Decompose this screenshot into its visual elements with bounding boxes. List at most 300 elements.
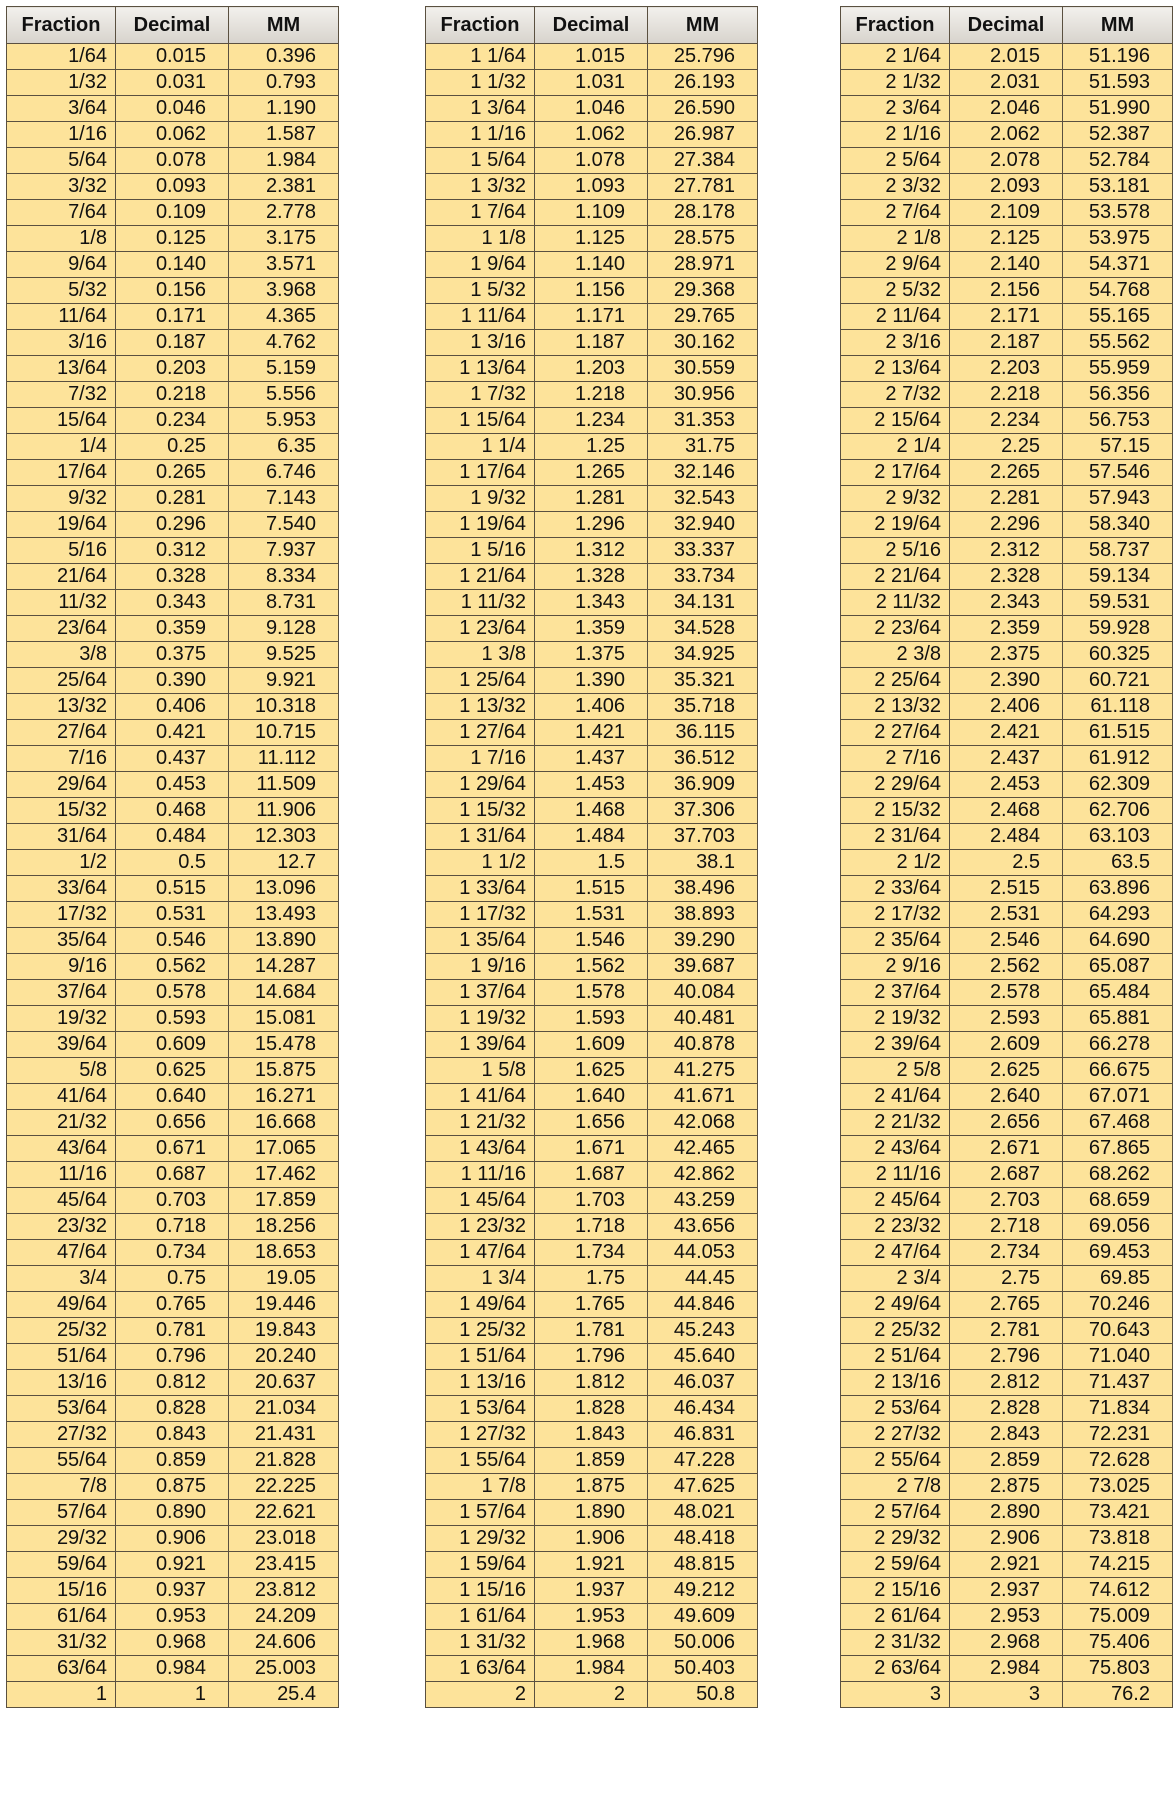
decimal-cell: 2.187 — [950, 330, 1063, 356]
mm-cell: 50.403 — [648, 1656, 758, 1682]
decimal-cell: 2.703 — [950, 1188, 1063, 1214]
mm-cell: 4.365 — [229, 304, 339, 330]
table-row — [426, 174, 758, 200]
table-row — [841, 902, 1173, 928]
mm-cell: 26.590 — [648, 96, 758, 122]
table-row — [426, 1682, 758, 1708]
decimal-cell: 1.578 — [535, 980, 648, 1006]
decimal-cell: 0.156 — [116, 278, 229, 304]
decimal-cell: 2.015 — [950, 44, 1063, 70]
fraction-cell: 1 25/32 — [426, 1318, 535, 1344]
decimal-cell: 1.515 — [535, 876, 648, 902]
fraction-header: Fraction — [7, 7, 116, 44]
decimal-cell: 0.671 — [116, 1136, 229, 1162]
table-row — [7, 434, 339, 460]
table-row — [841, 486, 1173, 512]
mm-cell: 48.815 — [648, 1552, 758, 1578]
mm-cell: 55.959 — [1063, 356, 1173, 382]
table-row — [7, 1682, 339, 1708]
decimal-cell: 2.578 — [950, 980, 1063, 1006]
table-row — [841, 408, 1173, 434]
decimal-cell: 2.828 — [950, 1396, 1063, 1422]
mm-cell: 28.971 — [648, 252, 758, 278]
mm-cell: 58.340 — [1063, 512, 1173, 538]
mm-cell: 72.231 — [1063, 1422, 1173, 1448]
fraction-cell: 1 31/32 — [426, 1630, 535, 1656]
table-row — [426, 1110, 758, 1136]
fraction-cell: 25/32 — [7, 1318, 116, 1344]
table-row — [426, 486, 758, 512]
decimal-cell: 0.281 — [116, 486, 229, 512]
fraction-cell: 2 21/32 — [841, 1110, 950, 1136]
decimal-cell: 2.468 — [950, 798, 1063, 824]
fraction-cell: 1 1/4 — [426, 434, 535, 460]
decimal-cell: 2.687 — [950, 1162, 1063, 1188]
decimal-cell: 0.140 — [116, 252, 229, 278]
table-row — [7, 1058, 339, 1084]
header-row — [841, 7, 1173, 44]
table-row — [841, 512, 1173, 538]
table-row — [426, 824, 758, 850]
fraction-cell: 2 57/64 — [841, 1500, 950, 1526]
fraction-cell: 1 5/8 — [426, 1058, 535, 1084]
fraction-cell: 1 3/64 — [426, 96, 535, 122]
table-row — [426, 70, 758, 96]
mm-cell: 42.068 — [648, 1110, 758, 1136]
mm-cell: 44.053 — [648, 1240, 758, 1266]
table-row — [841, 1318, 1173, 1344]
fraction-cell: 1 1/64 — [426, 44, 535, 70]
table-row — [7, 824, 339, 850]
mm-cell: 28.575 — [648, 226, 758, 252]
table-row — [841, 850, 1173, 876]
fraction-cell: 2 39/64 — [841, 1032, 950, 1058]
table-row — [7, 746, 339, 772]
table-row — [841, 798, 1173, 824]
decimal-cell: 1.453 — [535, 772, 648, 798]
table-row — [7, 850, 339, 876]
decimal-cell: 0.812 — [116, 1370, 229, 1396]
decimal-cell: 2.546 — [950, 928, 1063, 954]
fraction-cell: 1 11/32 — [426, 590, 535, 616]
table-row — [7, 512, 339, 538]
table-row — [7, 642, 339, 668]
mm-cell: 75.406 — [1063, 1630, 1173, 1656]
decimal-cell: 0.171 — [116, 304, 229, 330]
fraction-cell: 11/32 — [7, 590, 116, 616]
mm-cell: 61.118 — [1063, 694, 1173, 720]
fraction-cell: 1 29/32 — [426, 1526, 535, 1552]
fraction-cell: 47/64 — [7, 1240, 116, 1266]
fraction-cell: 2 13/64 — [841, 356, 950, 382]
mm-cell: 43.656 — [648, 1214, 758, 1240]
fraction-cell: 2 1/16 — [841, 122, 950, 148]
mm-cell: 63.896 — [1063, 876, 1173, 902]
table-row — [7, 1344, 339, 1370]
mm-cell: 29.368 — [648, 278, 758, 304]
decimal-cell: 1.906 — [535, 1526, 648, 1552]
mm-cell: 32.940 — [648, 512, 758, 538]
decimal-cell: 0.703 — [116, 1188, 229, 1214]
mm-cell: 9.525 — [229, 642, 339, 668]
fraction-cell: 2 41/64 — [841, 1084, 950, 1110]
mm-cell: 23.812 — [229, 1578, 339, 1604]
decimal-cell: 0.312 — [116, 538, 229, 564]
mm-cell: 48.021 — [648, 1500, 758, 1526]
decimal-cell: 2.437 — [950, 746, 1063, 772]
fraction-cell: 31/32 — [7, 1630, 116, 1656]
table-row — [426, 1058, 758, 1084]
table-row — [426, 44, 758, 70]
decimal-cell: 0.5 — [116, 850, 229, 876]
table-row — [426, 694, 758, 720]
mm-cell: 35.718 — [648, 694, 758, 720]
mm-cell: 56.356 — [1063, 382, 1173, 408]
decimal-cell: 0.359 — [116, 616, 229, 642]
fraction-cell: 1 11/64 — [426, 304, 535, 330]
mm-cell: 47.228 — [648, 1448, 758, 1474]
decimal-cell: 2.671 — [950, 1136, 1063, 1162]
mm-cell: 63.103 — [1063, 824, 1173, 850]
decimal-cell: 0.562 — [116, 954, 229, 980]
decimal-cell: 1.656 — [535, 1110, 648, 1136]
table-row — [426, 96, 758, 122]
fraction-cell: 53/64 — [7, 1396, 116, 1422]
decimal-cell: 2.765 — [950, 1292, 1063, 1318]
decimal-cell: 1.296 — [535, 512, 648, 538]
decimal-cell: 1.437 — [535, 746, 648, 772]
decimal-cell: 0.859 — [116, 1448, 229, 1474]
fraction-cell: 13/64 — [7, 356, 116, 382]
decimal-cell: 1.375 — [535, 642, 648, 668]
fraction-cell: 17/32 — [7, 902, 116, 928]
decimal-cell: 1.468 — [535, 798, 648, 824]
table-row — [426, 772, 758, 798]
table-row — [426, 1318, 758, 1344]
table-row — [7, 694, 339, 720]
mm-cell: 69.453 — [1063, 1240, 1173, 1266]
fraction-cell: 2 9/16 — [841, 954, 950, 980]
table-row — [7, 954, 339, 980]
fraction-cell: 1 27/64 — [426, 720, 535, 746]
mm-cell: 48.418 — [648, 1526, 758, 1552]
decimal-cell: 2 — [535, 1682, 648, 1708]
fraction-cell: 49/64 — [7, 1292, 116, 1318]
table-row — [7, 226, 339, 252]
decimal-cell: 0.109 — [116, 200, 229, 226]
decimal-cell: 2.953 — [950, 1604, 1063, 1630]
table-row — [841, 1240, 1173, 1266]
fraction-cell: 2 13/16 — [841, 1370, 950, 1396]
table-row — [841, 564, 1173, 590]
mm-cell: 30.162 — [648, 330, 758, 356]
decimal-cell: 2.156 — [950, 278, 1063, 304]
table-row — [426, 746, 758, 772]
decimal-cell: 1.859 — [535, 1448, 648, 1474]
table-row — [7, 928, 339, 954]
fraction-cell: 2 7/32 — [841, 382, 950, 408]
mm-cell: 13.890 — [229, 928, 339, 954]
table-row — [7, 200, 339, 226]
decimal-cell: 0.390 — [116, 668, 229, 694]
table-row — [426, 408, 758, 434]
mm-cell: 74.612 — [1063, 1578, 1173, 1604]
fraction-cell: 41/64 — [7, 1084, 116, 1110]
table-row — [841, 1604, 1173, 1630]
decimal-cell: 0.718 — [116, 1214, 229, 1240]
mm-cell: 65.087 — [1063, 954, 1173, 980]
mm-cell: 32.146 — [648, 460, 758, 486]
table-row — [841, 1552, 1173, 1578]
decimal-cell: 1.640 — [535, 1084, 648, 1110]
mm-cell: 20.637 — [229, 1370, 339, 1396]
fraction-cell: 27/64 — [7, 720, 116, 746]
decimal-cell: 2.515 — [950, 876, 1063, 902]
decimal-cell: 1.718 — [535, 1214, 648, 1240]
table-row — [841, 642, 1173, 668]
table-row — [7, 1396, 339, 1422]
fraction-cell: 1 61/64 — [426, 1604, 535, 1630]
table-row — [7, 408, 339, 434]
mm-cell: 0.396 — [229, 44, 339, 70]
mm-cell: 65.484 — [1063, 980, 1173, 1006]
decimal-cell: 1.671 — [535, 1136, 648, 1162]
table-row — [7, 44, 339, 70]
table-row — [7, 1474, 339, 1500]
fraction-cell: 9/32 — [7, 486, 116, 512]
mm-cell: 21.034 — [229, 1396, 339, 1422]
fraction-cell: 1 11/16 — [426, 1162, 535, 1188]
mm-cell: 45.243 — [648, 1318, 758, 1344]
table-row — [841, 1162, 1173, 1188]
table-row — [841, 1656, 1173, 1682]
mm-cell: 36.909 — [648, 772, 758, 798]
mm-cell: 41.275 — [648, 1058, 758, 1084]
mm-cell: 13.493 — [229, 902, 339, 928]
fraction-cell: 2 3/32 — [841, 174, 950, 200]
fraction-cell: 2 13/32 — [841, 694, 950, 720]
fraction-cell: 2 3/64 — [841, 96, 950, 122]
fraction-cell: 1 5/16 — [426, 538, 535, 564]
header-row — [7, 7, 339, 44]
mm-cell: 42.465 — [648, 1136, 758, 1162]
fraction-cell: 2 45/64 — [841, 1188, 950, 1214]
mm-cell: 67.071 — [1063, 1084, 1173, 1110]
fraction-cell: 2 3/16 — [841, 330, 950, 356]
table-row — [7, 1110, 339, 1136]
fraction-cell: 1/32 — [7, 70, 116, 96]
decimal-cell: 1.187 — [535, 330, 648, 356]
mm-cell: 51.990 — [1063, 96, 1173, 122]
table-row — [426, 1422, 758, 1448]
decimal-cell: 2.906 — [950, 1526, 1063, 1552]
table-row — [426, 1084, 758, 1110]
table-row — [841, 96, 1173, 122]
decimal-cell: 2.062 — [950, 122, 1063, 148]
table-row — [841, 928, 1173, 954]
mm-cell: 8.731 — [229, 590, 339, 616]
fraction-cell: 7/16 — [7, 746, 116, 772]
mm-cell: 23.415 — [229, 1552, 339, 1578]
table-row — [7, 538, 339, 564]
decimal-cell: 2.921 — [950, 1552, 1063, 1578]
decimal-cell: 0.968 — [116, 1630, 229, 1656]
table-row — [841, 1292, 1173, 1318]
table-row — [841, 1370, 1173, 1396]
table-row — [7, 798, 339, 824]
fraction-cell: 7/8 — [7, 1474, 116, 1500]
decimal-cell: 1.343 — [535, 590, 648, 616]
fraction-cell: 1 35/64 — [426, 928, 535, 954]
fraction-cell: 1 9/16 — [426, 954, 535, 980]
fraction-cell: 5/64 — [7, 148, 116, 174]
fraction-cell: 2 15/64 — [841, 408, 950, 434]
decimal-cell: 2.078 — [950, 148, 1063, 174]
fraction-cell: 2 1/4 — [841, 434, 950, 460]
fraction-cell: 2 55/64 — [841, 1448, 950, 1474]
mm-cell: 11.906 — [229, 798, 339, 824]
mm-cell: 7.937 — [229, 538, 339, 564]
decimal-cell: 0.906 — [116, 1526, 229, 1552]
mm-cell: 15.081 — [229, 1006, 339, 1032]
table-row — [7, 1292, 339, 1318]
decimal-cell: 1.968 — [535, 1630, 648, 1656]
fraction-cell: 2 51/64 — [841, 1344, 950, 1370]
decimal-cell: 0.953 — [116, 1604, 229, 1630]
decimal-cell: 2.328 — [950, 564, 1063, 590]
mm-cell: 17.859 — [229, 1188, 339, 1214]
decimal-cell: 0.796 — [116, 1344, 229, 1370]
decimal-cell: 0.406 — [116, 694, 229, 720]
fraction-cell: 1 1/16 — [426, 122, 535, 148]
fraction-cell: 37/64 — [7, 980, 116, 1006]
decimal-cell: 1.031 — [535, 70, 648, 96]
mm-cell: 30.956 — [648, 382, 758, 408]
table-row — [841, 1422, 1173, 1448]
mm-cell: 34.925 — [648, 642, 758, 668]
mm-cell: 21.828 — [229, 1448, 339, 1474]
table-row — [7, 460, 339, 486]
table-row — [426, 1344, 758, 1370]
mm-cell: 27.781 — [648, 174, 758, 200]
mm-cell: 36.115 — [648, 720, 758, 746]
fraction-cell: 43/64 — [7, 1136, 116, 1162]
mm-cell: 16.668 — [229, 1110, 339, 1136]
table-row — [7, 902, 339, 928]
table-row — [426, 200, 758, 226]
table-row — [426, 1136, 758, 1162]
table-row — [426, 876, 758, 902]
fraction-cell: 1 19/64 — [426, 512, 535, 538]
mm-cell: 0.793 — [229, 70, 339, 96]
decimal-cell: 1.140 — [535, 252, 648, 278]
table-row — [841, 1006, 1173, 1032]
table-row — [426, 1500, 758, 1526]
mm-cell: 73.818 — [1063, 1526, 1173, 1552]
fraction-cell: 1 17/64 — [426, 460, 535, 486]
fraction-cell: 1 43/64 — [426, 1136, 535, 1162]
decimal-cell: 0.046 — [116, 96, 229, 122]
table-row — [7, 70, 339, 96]
mm-cell: 68.262 — [1063, 1162, 1173, 1188]
table-row — [841, 1032, 1173, 1058]
decimal-cell: 2.359 — [950, 616, 1063, 642]
fraction-cell: 2 7/8 — [841, 1474, 950, 1500]
table-row — [7, 1526, 339, 1552]
fraction-cell: 17/64 — [7, 460, 116, 486]
decimal-cell: 2.25 — [950, 434, 1063, 460]
decimal-cell: 1.5 — [535, 850, 648, 876]
mm-header: MM — [648, 7, 758, 44]
table-row — [426, 1032, 758, 1058]
mm-cell: 54.768 — [1063, 278, 1173, 304]
decimal-cell: 1.265 — [535, 460, 648, 486]
fraction-cell: 23/64 — [7, 616, 116, 642]
decimal-cell: 0.203 — [116, 356, 229, 382]
decimal-cell: 0.218 — [116, 382, 229, 408]
decimal-cell: 0.078 — [116, 148, 229, 174]
table-row — [7, 486, 339, 512]
fraction-cell: 2 53/64 — [841, 1396, 950, 1422]
mm-cell: 69.056 — [1063, 1214, 1173, 1240]
fraction-cell: 1 15/64 — [426, 408, 535, 434]
table-row — [841, 460, 1173, 486]
mm-cell: 21.431 — [229, 1422, 339, 1448]
table-row — [841, 1188, 1173, 1214]
table-row — [7, 174, 339, 200]
decimal-cell: 1.312 — [535, 538, 648, 564]
mm-cell: 1.587 — [229, 122, 339, 148]
mm-cell: 55.165 — [1063, 304, 1173, 330]
fraction-cell: 21/64 — [7, 564, 116, 590]
table-row — [7, 1552, 339, 1578]
mm-cell: 29.765 — [648, 304, 758, 330]
decimal-cell: 2.734 — [950, 1240, 1063, 1266]
decimal-cell: 0.031 — [116, 70, 229, 96]
mm-cell: 59.928 — [1063, 616, 1173, 642]
decimal-cell: 1.625 — [535, 1058, 648, 1084]
table-row — [7, 96, 339, 122]
table-row — [841, 1344, 1173, 1370]
decimal-cell: 2.390 — [950, 668, 1063, 694]
fraction-cell: 13/32 — [7, 694, 116, 720]
decimal-cell: 1.843 — [535, 1422, 648, 1448]
mm-cell: 46.434 — [648, 1396, 758, 1422]
decimal-cell: 0.531 — [116, 902, 229, 928]
mm-cell: 18.256 — [229, 1214, 339, 1240]
decimal-cell: 1.703 — [535, 1188, 648, 1214]
table-row — [841, 1448, 1173, 1474]
mm-cell: 10.715 — [229, 720, 339, 746]
decimal-cell: 2.75 — [950, 1266, 1063, 1292]
mm-cell: 57.15 — [1063, 434, 1173, 460]
mm-cell: 16.271 — [229, 1084, 339, 1110]
mm-cell: 31.353 — [648, 408, 758, 434]
table-row — [426, 980, 758, 1006]
mm-cell: 61.912 — [1063, 746, 1173, 772]
mm-cell: 59.531 — [1063, 590, 1173, 616]
mm-cell: 31.75 — [648, 434, 758, 460]
decimal-cell: 1.093 — [535, 174, 648, 200]
decimal-cell: 3 — [950, 1682, 1063, 1708]
mm-cell: 4.762 — [229, 330, 339, 356]
decimal-cell: 2.125 — [950, 226, 1063, 252]
table-row — [841, 694, 1173, 720]
header-row — [426, 7, 758, 44]
mm-cell: 15.478 — [229, 1032, 339, 1058]
mm-cell: 17.462 — [229, 1162, 339, 1188]
decimal-cell: 0.578 — [116, 980, 229, 1006]
